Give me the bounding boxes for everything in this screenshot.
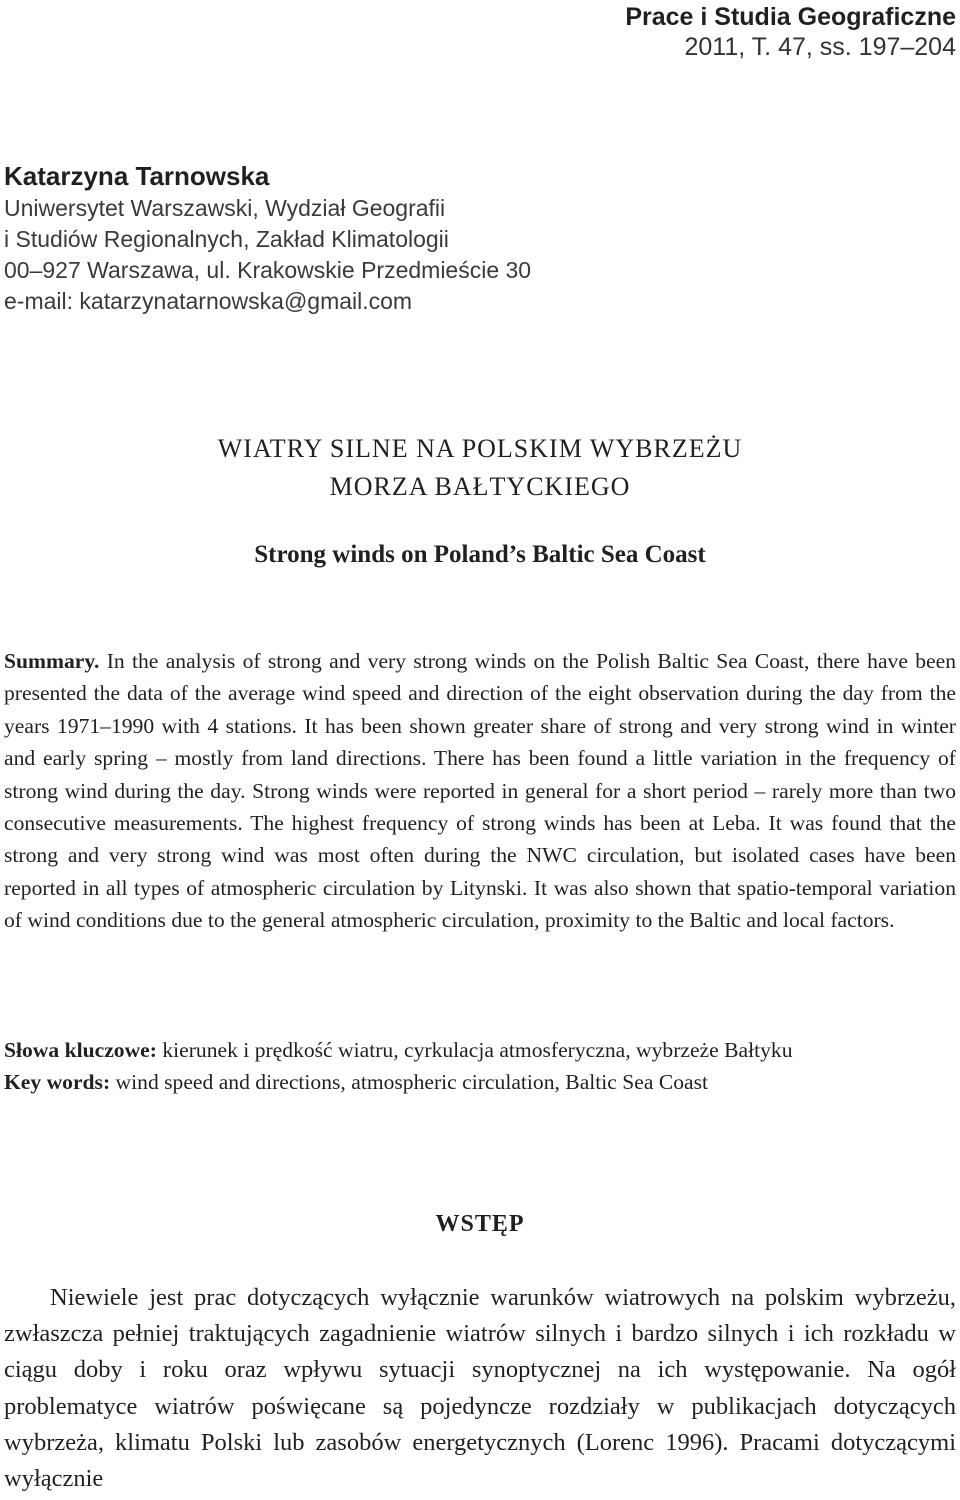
summary-text: In the analysis of strong and very strong winds on the Polish Baltic Sea Coast, there have been presented the data of the average wind speed and direction of the eight observation during the day from the years 1971–1990 with 4 stations. It has been shown greater share of strong and very strong wind in winter and early spring – mostly from land directions. There has been found a little variation in the frequency of strong wind during the day. Strong winds were reported in general for a short period – rarely more than two consecutive measurements. The highest frequency of strong winds has been at Leba. It was found that the strong and very strong wind was most often during the NWC circulation, but isolated cases have been reported in all types of atmospheric circulation by Litynski. It was also shown that spatio-temporal variation of wind conditions due to the general atmospheric circulation, proximity to the Baltic and local factors. xyxy=(4,649,956,933)
keywords-english xyxy=(4,1066,956,1098)
keywords-pl-text: kierunek i prędkość wiatru, cyrkulacja atmosferyczna, wybrzeże Bałtyku xyxy=(156,1038,793,1062)
summary-label: Summary. xyxy=(4,649,100,673)
journal-name: Prace i Studia Geograficzne xyxy=(625,3,956,31)
keywords-en-label: Key words: xyxy=(4,1070,111,1095)
author-block xyxy=(4,160,531,317)
intro-paragraph: Niewiele jest prac dotyczących wyłącznie warunków wiatrowych na polskim wybrzeżu, zwłaszcza pełniej traktujących zagadnienie wiatrów silnych i bardzo silnych i ich rozkładu w ciągu doby i roku oraz wpływu sytuacji synoptycznej na ich występowanie. Na ogół problematyce wiatrów poświęcane są pojedyncze rozdziały w publikacjach dotyczących wybrzeża, klimatu Polski lub zasobów energetycznych (Lorenc 1996). Pracami dotyczącymi wyłącznie xyxy=(4,1284,956,1493)
keywords-polish xyxy=(4,1034,956,1066)
summary-paragraph xyxy=(4,645,956,937)
section-heading: WSTĘP xyxy=(435,1211,525,1237)
keywords-en-text: wind speed and directions, atmospheric circulation, Baltic Sea Coast xyxy=(110,1070,709,1095)
journal-header xyxy=(625,2,956,62)
paper-title-polish xyxy=(0,430,960,506)
author-affiliation-2: i Studiów Regionalnych, Zakład Klimatologii xyxy=(4,226,449,252)
author-email: e-mail: katarzynatarnowska@gmail.com xyxy=(4,288,413,314)
keywords-block xyxy=(4,1034,956,1099)
journal-volume: 2011, T. 47, ss. 197–204 xyxy=(684,33,956,61)
author-affiliation-1: Uniwersytet Warszawski, Wydział Geografii xyxy=(4,195,446,221)
paper-title-english: Strong winds on Poland’s Baltic Sea Coast xyxy=(254,541,706,568)
author-address: 00–927 Warszawa, ul. Krakowskie Przedmieście 30 xyxy=(4,257,532,283)
author-name: Katarzyna Tarnowska xyxy=(4,161,270,191)
keywords-pl-label: Słowa kluczowe: xyxy=(4,1038,157,1062)
title-pl-line-2: MORZA BAŁTYCKIEGO xyxy=(329,472,631,501)
title-pl-line-1: WIATRY SILNE NA POLSKIM WYBRZEŻU xyxy=(217,434,743,463)
